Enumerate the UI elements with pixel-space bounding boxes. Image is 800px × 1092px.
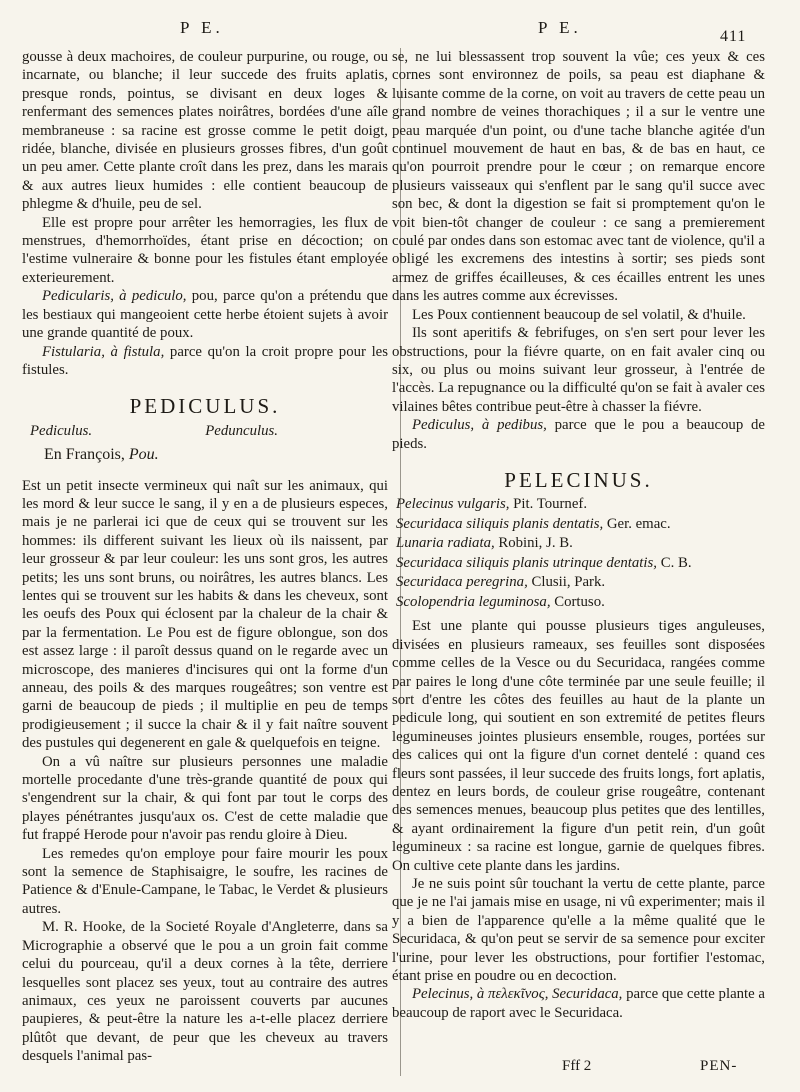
synonym-name: Securidaca siliquis planis dentatis, <box>396 515 604 532</box>
etymology-paragraph <box>22 287 388 342</box>
synonym-author: C. B. <box>657 554 692 571</box>
synonym-name: Scolopendria leguminosa, <box>396 593 551 610</box>
synonym-name: Pelecinus vulgaris, <box>396 496 510 513</box>
synonym-entry <box>396 534 765 554</box>
latin-name: Pediculus. <box>30 422 93 439</box>
latin-names <box>30 422 278 440</box>
section-title: PEDICULUS. <box>129 394 281 419</box>
right-column <box>392 48 765 1022</box>
synonym-name: Securidaca peregrina, <box>396 574 528 591</box>
etymology-text: parce qu'on la croit propre pour les fistules. <box>22 343 389 378</box>
french-prefix: En François, <box>44 446 129 464</box>
synonym-entry <box>396 495 765 515</box>
signature-mark: Fff 2 <box>562 1058 592 1074</box>
etymology-paragraph <box>392 416 765 453</box>
paragraph: M. R. Hooke, de la Societé Royale d'Angleterre, dans sa Micrographie a observé que le pou a un groin fait comme celui du pourceau, qu'il a deux cornes à la tête, derriere lesquelles sont placez ses yeux, tout au contraire des autres animaux, ces yeux ne paroissent couverts par aucunes paupieres, & peut-être la nature les a-t-elle placez derriere plûtôt que devant, de peur que les cheveux au travers desquels l'animal pas- <box>22 919 388 1065</box>
synonym-name: Lunaria radiata, <box>396 535 495 552</box>
etymology-term: Pelecinus, à πελεκῖνος, Securidaca, <box>412 986 623 1003</box>
synonym-entry <box>396 573 765 593</box>
synonym-author: Pit. Tournef. <box>509 496 588 513</box>
paragraph: Est une plante qui pousse plusieurs tiges anguleuses, divisées en plusieurs rameaux, ses feuilles sont disposées comme celles de la Vesce ou du Securidaca, rangées comme par paires le long d'une côte terminée par une seule feuille; il sort d'entre les côtes des feuilles au haut de la plante un pedicule long, qui soutient en son extremité de petites fleurs legumineuses jointes plusieurs ensemble, rouges, portées sur des calices qui ont la figure d'un cornet dentelé : quand ces fleurs sont passées, il leur succede des fruits longs, fort aplatis, dentez en leurs bords, de couleur grise rougeâtre, contenant des semences menues, beaucoup plus petites que des lentilles, & ayant ordinairement la figure d'un petit rein, d'un goût legumineux : sa racine est longue, garnie de quelques fibres. On cultive cete plante dans les jardins. <box>392 618 765 874</box>
synonym-entry <box>396 554 765 574</box>
synonym-name: Securidaca siliquis planis utrinque dentatis, <box>396 554 657 571</box>
paragraph: se, ne lui blessassent trop souvent la vûe; ces yeux & ces cornes sont environnez de poils, sa peau est diaphane & luisante comme de la corne, on voit au travers de cette peau un grand nombre de veines thorachiques ; il a sur le ventre une peau marquée d'un point, ou d'une tache blanche agitée d'un continuel mouvement de haut en bas, & de bas en haut, ce qu'on pourroit prendre pour le cœur ; on remarque encore plusieurs vaisseaux qui s'enflent par le sang qu'il succe avec son bec, & dont la digestion se fait si promptement qu'on le voit bien-tôt changer de couleur : ce sang a premierement coulé par ondes dans son estomac avec tant de violence, qu'il a obligé les excremens des intestins à sortir; ses pieds sont armez de griffes écailleuses, & ces écailles entrent les unes dans les autres comme aux écrevisses. <box>392 49 765 305</box>
etymology-paragraph <box>22 343 388 380</box>
catchword: PEN- <box>700 1058 738 1074</box>
etymology-paragraph <box>392 985 765 1022</box>
etymology-text: parce que le pou a beaucoup de pieds. <box>392 417 766 452</box>
etymology-text: pou, parce qu'on a prétendu que les bestiaux qui mangeoient cette herbe étoient sujets à avoir une grande quantité de poux. <box>22 288 389 342</box>
synonym-author: Ger. emac. <box>603 515 671 532</box>
paragraph: Les remedes qu'on employe pour faire mourir les poux sont la semence de Staphisaigre, le soufre, les racines de Patience & d'Enule-Campane, le Tabac, le Verdet & plusieurs autres. <box>22 845 388 917</box>
synonym-author: Cortuso. <box>550 593 605 610</box>
page-number: 411 <box>720 28 747 45</box>
left-column <box>22 48 388 1066</box>
paragraph: Je ne suis point sûr touchant la vertu de cette plante, parce que je ne l'ai jamais mise en usage, ni vû experimenter; mais il y a bien de l'apparence qu'elle a la même qualité que le Securidaca, & qu'on peut se servir de sa semence pour exciter l'urine, pour lever les obstructions, pour fortifier l'estomac, étant prise en poudre ou en decoction. <box>392 876 765 985</box>
synonym-list <box>392 495 765 612</box>
paragraph: Les Poux contiennent beaucoup de sel volatil, & d'huile. <box>412 306 746 323</box>
paragraph: On a vû naître sur plusieurs personnes une maladie mortelle procedante d'une très-grande quantité de poux qui s'engendrent sur la chair, & qui font par tout le corps des playes pénétrantes jusqu'aux os. C'est de cette maladie que fut frappé Herode pour n'avoir pas rendu gloire à Dieu. <box>22 753 388 844</box>
synonym-entry <box>396 515 765 535</box>
french-name-line <box>44 446 388 464</box>
etymology-text: parce que cette plante a beaucoup de raport avec le Securidaca. <box>392 986 765 1021</box>
paragraph: Ils sont aperitifs & febrifuges, on s'en sert pour lever les obstructions, pour la fiévre quarte, on en fait avaler cinq ou six, ou plus ou moins suivant leur grosseur, à l'entrée de l'accès. La repugnance ou la difficulté qu'on se fait à avaler ces vilaines bêtes contribue peut-être à chasser la fiévre. <box>392 325 765 415</box>
etymology-term: Pedicularis, à pediculo, <box>42 288 187 305</box>
french-name: Pou. <box>128 446 159 464</box>
synonym-author: Robini, J. B. <box>494 535 573 552</box>
running-head-left: P E. <box>180 18 224 37</box>
synonym-author: Clusii, Park. <box>527 574 606 591</box>
latin-name: Pedunculus. <box>205 422 278 439</box>
paragraph: gousse à deux machoires, de couleur purpurine, ou rouge, ou incarnate, ou blanche; il leur succede des fruits aplatis, presque ronds, pointus, se divisant en deux loges & renfermant des semences plates noirâtres, bordées d'une aîle membraneuse : sa racine est grosse comme le petit doigt, ridée, blanche, divisée en plusieurs grosses fibres, d'un goût un peu amer. Cette plante croît dans les prez, dans les marais & aux autres lieux humides : elle contient beaucoup de phlegme & d'huile, peu de sel. <box>22 49 388 213</box>
etymology-term: Pediculus, à pedibus, <box>412 417 547 434</box>
paragraph: Est un petit insecte vermineux qui naît sur les animaux, qui les mord & leur succe le sang, il y en a de plusieurs especes, mais je ne parlerai ici que de ceux qui se trouvent sur les hommes: ils different suivant les lieux où ils naissent, par leur grosseur & par leur couleur: les uns sont gros, les autres petits; les uns sont bruns, ou noirâtres, les autres blancs. Les lentes qui se trouvent sur les habits & dans les cheveux, sont les oeufs des Poux qui éclosent par la chaleur de la chair & par la fermentation. Le Pou est de figure oblongue, son dos est assez large : il paroît dessus quand on le regarde avec un microscope, des manieres d'incisures qui ont la forme d'un anneau, des poils & des marques rougeâtres; son ventre est garni de beaucoup de pieds ; il multiplie en peu de temps prodigieusement ; il succe la chair & il y fait naître souvent des pustules qui degenerent en gale & quelquefois en teigne. <box>22 477 388 752</box>
section-title: PELECINUS. <box>504 467 653 492</box>
etymology-term: Fistularia, à fistula, <box>42 343 165 360</box>
running-head-right: P E. <box>538 18 582 37</box>
synonym-entry <box>396 593 765 613</box>
paragraph: Elle est propre pour arrêter les hemorragies, les flux de menstrues, d'hemorrhoïdes, étant prise en décoction; on l'estime vulneraire & bonne pour les fistules étant employée exterieurement. <box>22 214 388 286</box>
